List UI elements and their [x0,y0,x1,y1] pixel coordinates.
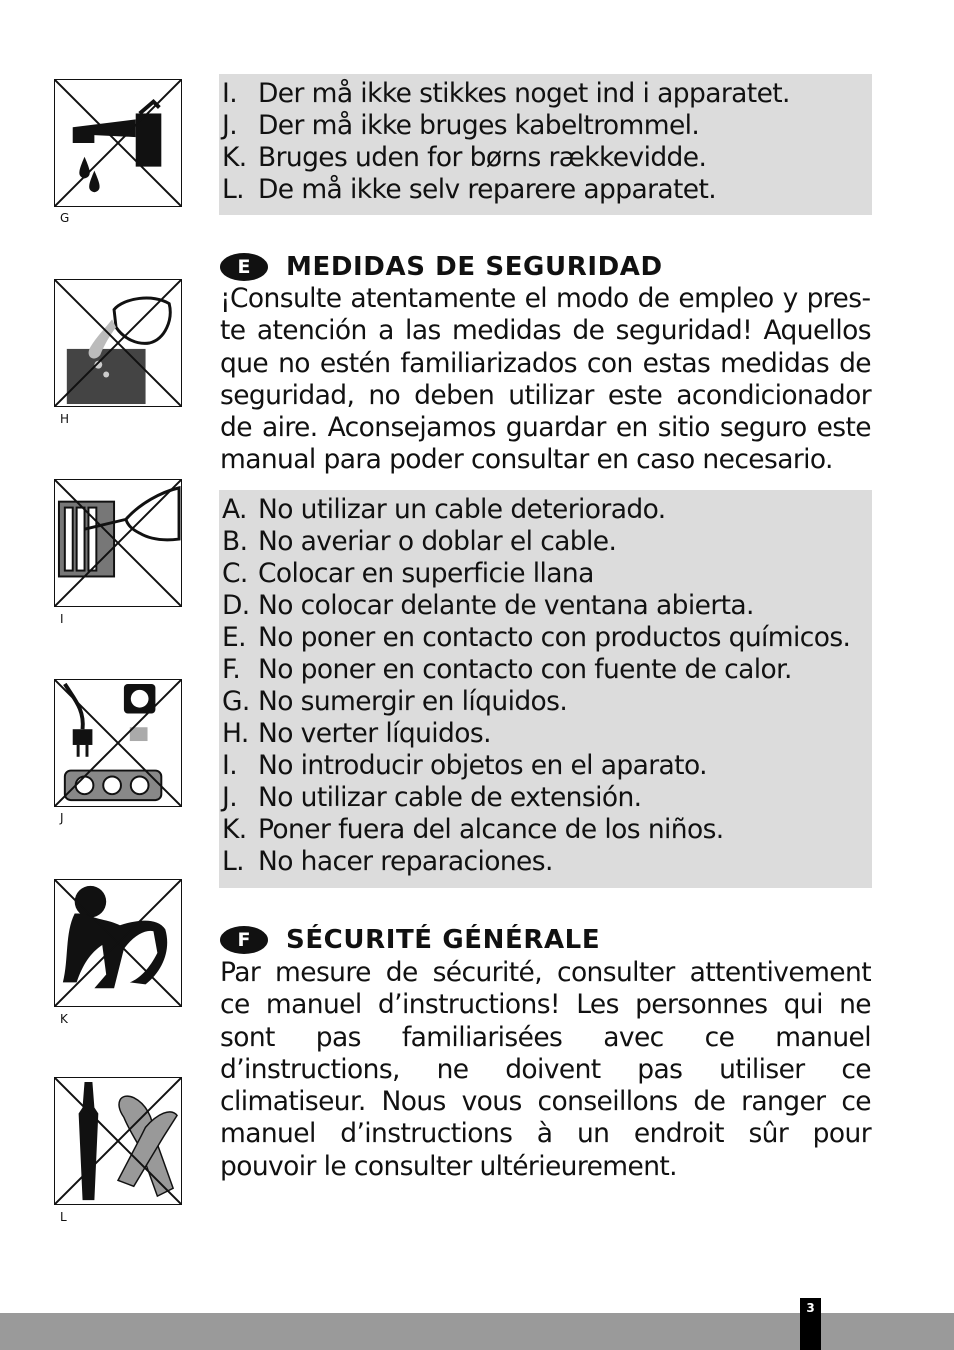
list-item: C. Colocar en superficie llana [222,558,594,589]
list-item: F. No poner en contacto con fuente de calor. [222,654,792,685]
icon-label-k: K [60,1012,68,1026]
list-item: I. Der må ikke stikkes noget ind i apparatet. [222,78,790,109]
extension-cable-icon [54,679,182,807]
french-intro-paragraph: Par mesure de sécurité, consulter attentivement ce manuel d’instructions! Les personnes qui ne sont pas familiarisées avec ce manuel d’instructions, ne doivent pas utiliser ce climatiseur. Nous vous conseillons de ranger ce manuel d’instructions à un endroit sûr pour pouvoir le consulter ultérieurement. [220,957,871,1182]
list-item: E. No poner en contacto con productos químicos. [222,622,851,653]
page-number: 3 [800,1298,821,1350]
list-item: D. No colocar delante de ventana abierta. [222,590,754,621]
list-item: K. Bruges uden for børns rækkevidde. [222,142,707,173]
language-badge-f: F [220,926,268,954]
list-item: I. No introducir objetos en el aparato. [222,750,707,781]
list-item: H. No verter líquidos. [222,718,491,749]
pouring-liquid-icon [54,279,182,407]
repair-tools-icon [54,1077,182,1205]
list-item: K. Poner fuera del alcance de los niños. [222,814,724,845]
icon-label-i: I [60,612,64,626]
language-badge-e: E [220,253,268,281]
hand-insert-object-icon [54,479,182,607]
tap-water-icon [54,79,182,207]
child-icon [54,879,182,1007]
list-item: A. No utilizar un cable deteriorado. [222,494,666,525]
french-heading [220,924,600,956]
list-item: L. No hacer reparaciones. [222,846,553,877]
icon-label-g: G [60,211,70,225]
section-title: MEDIDAS DE SEGURIDAD [286,252,663,282]
spanish-heading [220,251,663,283]
icon-label-h: H [60,412,70,426]
spanish-safety-list [219,490,872,888]
section-title: SÉCURITÉ GÉNÉRALE [286,925,601,955]
list-item: J. No utilizar cable de extensión. [222,782,642,813]
list-item: B. No averiar o doblar el cable. [222,526,617,557]
list-item: J. Der må ikke bruges kabeltrommel. [222,110,700,141]
icon-label-j: J [60,811,64,825]
danish-safety-list [219,74,872,215]
icon-label-l: L [60,1210,67,1224]
spanish-intro-paragraph: ¡Consulte atentamente el modo de empleo y preste atención a las medidas de seguridad! Aquellos que no estén familiarizados con estas medidas de seguridad, no deben utilizar este acondicionador de aire. Aconsejamos guardar en sitio seguro este manual para poder consultar en caso necesario. [220,283,871,476]
list-item: G. No sumergir en líquidos. [222,686,568,717]
list-item: L. De må ikke selv reparere apparatet. [222,174,717,205]
